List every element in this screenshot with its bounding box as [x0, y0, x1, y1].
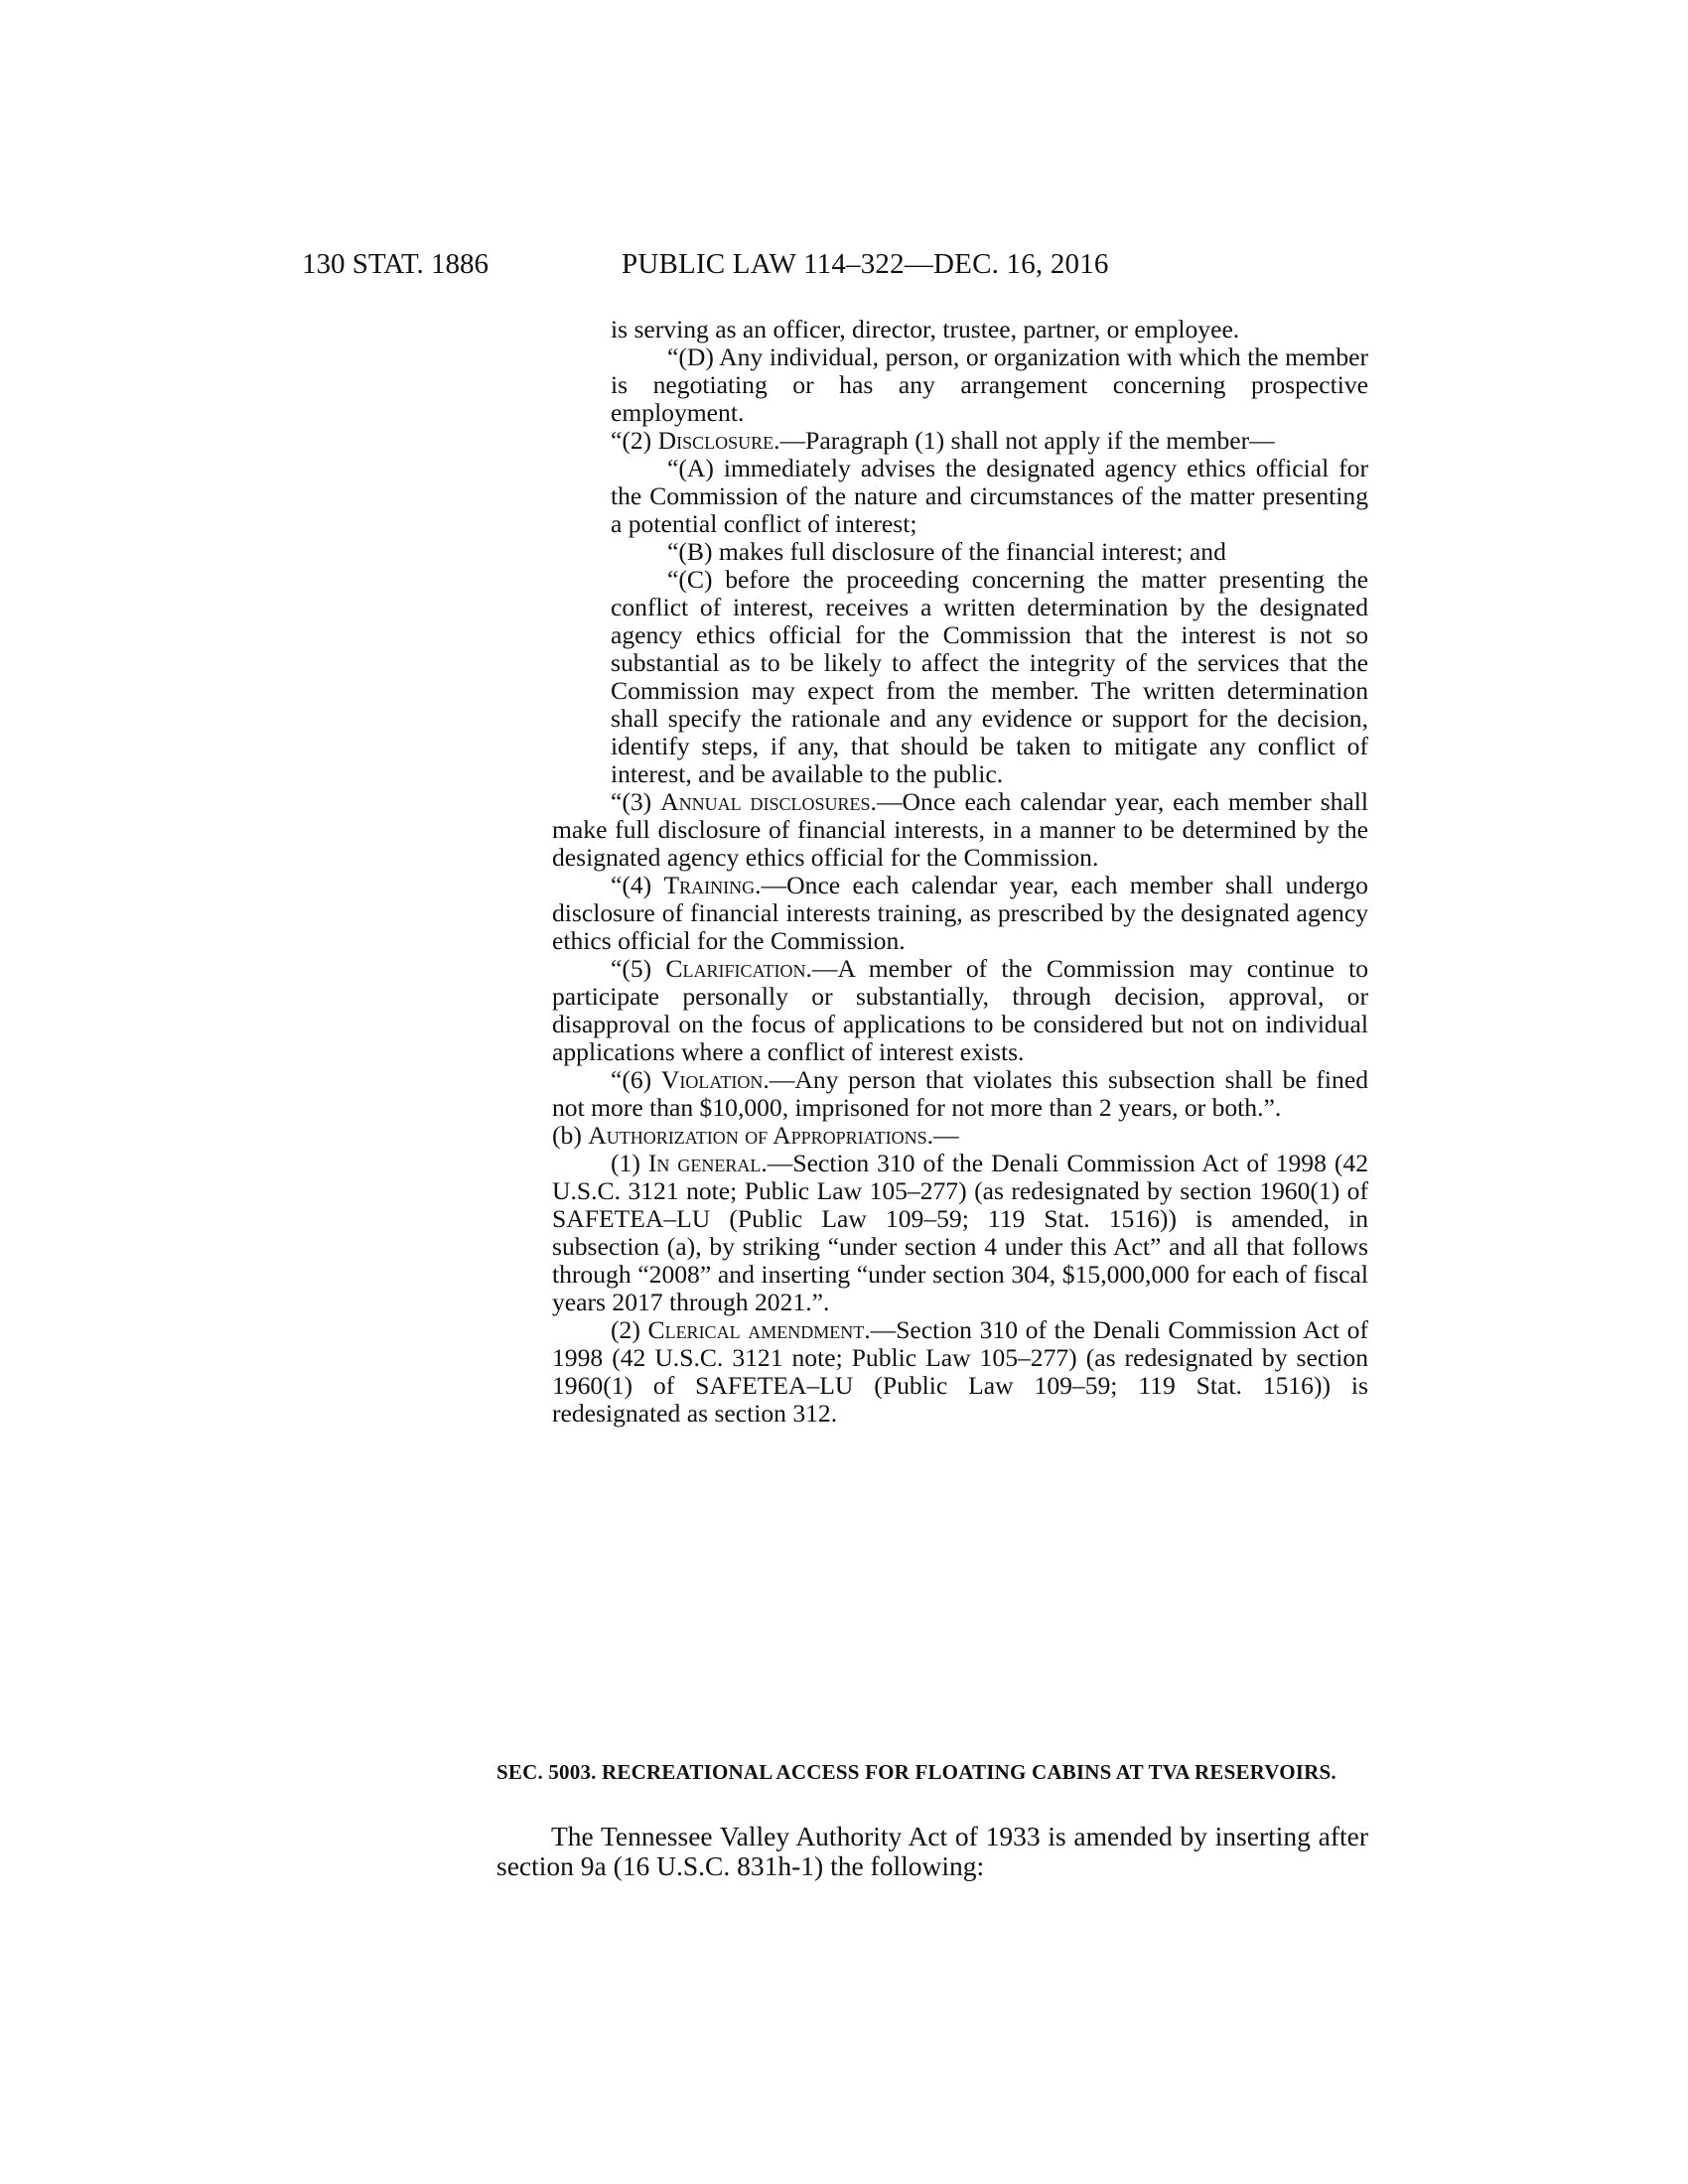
- paragraph-number: (b): [552, 1121, 582, 1150]
- paragraph-4-training: [552, 872, 1368, 955]
- paragraph-text: .—Any person that violates this subsection shall be fined not more than $10,000, imprisoned for not more than 2 years, or both.”.: [552, 1065, 1368, 1122]
- paragraph-2-clerical-amendment: [552, 1316, 1368, 1428]
- paragraph-number: “(2): [611, 426, 652, 455]
- paragraph-number: (1): [611, 1149, 640, 1177]
- paragraph-number: “(4): [611, 871, 652, 899]
- paragraph-number: “(5): [611, 954, 652, 983]
- paragraph-heading: Annual disclosures: [660, 787, 871, 816]
- paragraph-number: “(3): [611, 787, 652, 816]
- paragraph-text: .—A member of the Commission may continue to participate personally or substantially, through decision, approval, or disapproval on the focus of applications to be considered but not on individual applications where a conflict of interest exists.: [552, 954, 1368, 1066]
- paragraph-1-in-general: [552, 1150, 1368, 1316]
- paragraph-d: “(D) Any individual, person, or organization with which the member is negotiating or has any arrangement concerning prospective employment.: [611, 342, 1368, 427]
- subsection-b-authorization: [552, 1122, 1368, 1150]
- paragraph-number: (2): [611, 1315, 640, 1344]
- paragraph-6-violation: [552, 1066, 1368, 1122]
- paragraph-heading: Training: [663, 871, 756, 899]
- paragraph-5-clarification: [552, 955, 1368, 1066]
- paragraph-2-disclosure: [552, 427, 1368, 455]
- paragraph-c: “(C) before the proceeding concerning the matter presenting the conflict of interest, receives a written determination by the designated agency ethics official for the Commission that the interest is not so substantial as to be likely to affect the integrity of the services that the Commission may expect from the member. The written determination shall specify the rationale and any evidence or support for the decision, identify steps, if any, that should be taken to mitigate any conflict of interest, and be available to the public.: [611, 565, 1368, 788]
- body-text: [552, 316, 1368, 1428]
- paragraph-heading: Authorization of Appropriations: [588, 1121, 927, 1150]
- section-body: The Tennessee Valley Authority Act of 1933 is amended by inserting after section 9a (16 U.S.C. 831h-1) the following:: [496, 1821, 1368, 1881]
- paragraph-text: .—Once each calendar year, each member shall make full disclosure of financial interests, in a manner to be determined by the designated agency ethics official for the Commission.: [552, 787, 1369, 872]
- paragraph-text: .—Paragraph (1) shall not apply if the member—: [774, 426, 1275, 455]
- paragraph-heading: In general: [647, 1149, 762, 1177]
- statute-page-reference: 130 STAT. 1886: [302, 248, 490, 280]
- public-law-reference: PUBLIC LAW 114–322—DEC. 16, 2016: [622, 248, 1109, 280]
- paragraph-heading: Violation: [660, 1065, 764, 1094]
- paragraph-b: “(B) makes full disclosure of the financial interest; and: [667, 537, 1226, 566]
- paragraph-text: .—: [926, 1121, 959, 1150]
- paragraph-heading: Clarification: [665, 954, 806, 983]
- paragraph-a: “(A) immediately advises the designated agency ethics official for the Commission of the nature and circumstances of the matter presenting a potential conflict of interest;: [611, 454, 1368, 538]
- paragraph-heading: Disclosure: [657, 426, 774, 455]
- paragraph-text: .—Once each calendar year, each member shall undergo disclosure of financial interests training, as prescribed by the designated agency ethics official for the Commission.: [552, 871, 1368, 955]
- paragraph-heading: Clerical amendment: [647, 1315, 865, 1344]
- paragraph-c-continuation: is serving as an officer, director, trustee, partner, or employee.: [611, 315, 1240, 343]
- section-heading: SEC. 5003. RECREATIONAL ACCESS FOR FLOATING CABINS AT TVA RESERVOIRS.: [496, 1760, 1336, 1784]
- page-header: [0, 248, 1688, 288]
- paragraph-text: .—Section 310 of the Denali Commission Act of 1998 (42 U.S.C. 3121 note; Public Law 105–277) (as redesignated by section 1960(1) of SAFETEA–LU (Public Law 109–59; 119 Stat. 1516)) is redesignated as section 312.: [552, 1315, 1368, 1428]
- paragraph-3-annual-disclosures: [552, 788, 1368, 872]
- paragraph-text: .—Section 310 of the Denali Commission Act of 1998 (42 U.S.C. 3121 note; Public Law 105–277) (as redesignated by section 1960(1) of SAFETEA–LU (Public Law 109–59; 119 Stat. 1516)) is amended, in subsection (a), by striking “under section 4 under this Act” and all that follows through “2008” and inserting “under section 304, $15,000,000 for each of fiscal years 2017 through 2021.”.: [552, 1149, 1368, 1316]
- paragraph-number: “(6): [611, 1065, 652, 1094]
